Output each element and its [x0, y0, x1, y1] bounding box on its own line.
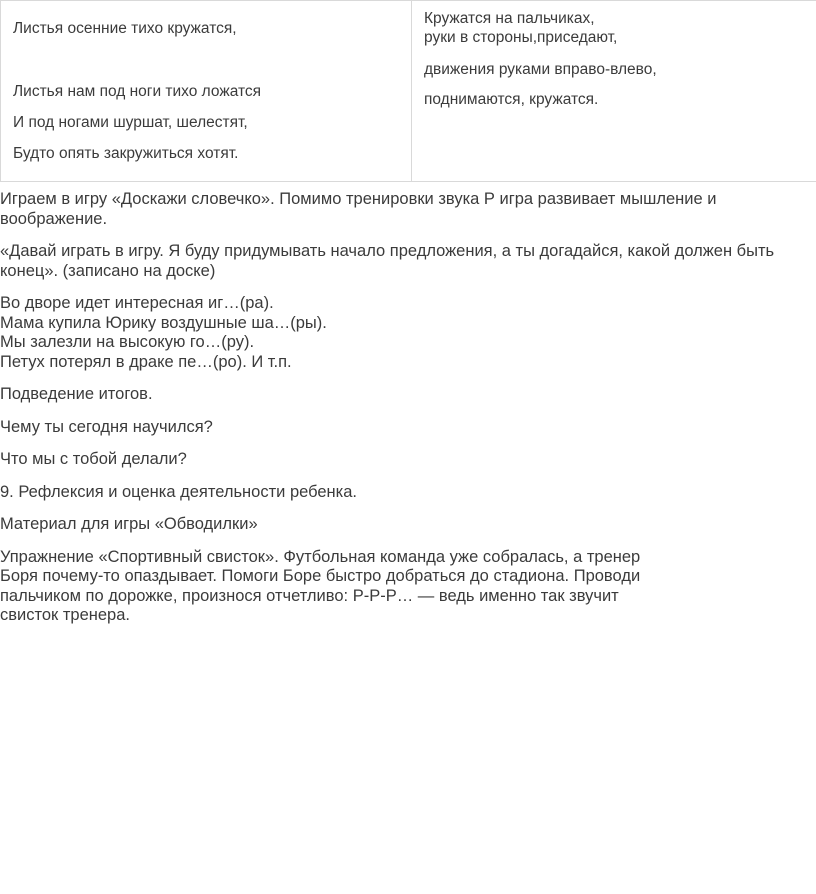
poem-line: Листья осенние тихо кружатся,: [13, 20, 237, 37]
exercise-line: Боря почему-то опаздывает. Помоги Боре быстро добраться до стадиона. Проводи: [0, 567, 641, 585]
example-line: Во дворе идет интересная иг…(ра).: [0, 294, 274, 312]
example-line: Мама купила Юрику воздушные ша…(ры).: [0, 313, 327, 332]
exercise-paragraph: [0, 548, 800, 626]
movement-line: движения руками вправо-влево,: [424, 61, 657, 78]
example-line: Мы залезли на высокую го…(ру).: [0, 333, 255, 351]
movements-cell: [412, 1, 816, 182]
movement-line: Кружатся на пальчиках,: [424, 10, 595, 27]
material-paragraph: Материал для игры «Обводилки»: [0, 515, 258, 533]
summary-heading: Подведение итогов.: [0, 385, 153, 403]
game-intro-paragraph: Играем в игру «Доскажи словечко». Помимо тренировки звука Р игра развивает мышление и воображение.: [0, 190, 717, 228]
movement-line: поднимаются, кружатся.: [424, 91, 599, 108]
exercise-line: пальчиком по дорожке, произнося отчетливо: Р-Р-Р… — ведь именно так звучит: [0, 586, 619, 605]
question-paragraph: Что мы с тобой делали?: [0, 450, 187, 468]
examples-paragraph: [0, 294, 800, 372]
exercise-line: Упражнение «Спортивный свисток». Футбольная команда уже собралась, а тренер: [0, 547, 641, 566]
poem-table: [0, 0, 816, 182]
table-row: [1, 1, 816, 182]
example-line: Петух потерял в драке пе…(ро). И т.п.: [0, 352, 292, 371]
poem-line: Листья нам под ноги тихо ложатся: [13, 83, 262, 100]
poem-line: И под ногами шуршат, шелестят,: [13, 114, 248, 131]
exercise-line: свисток тренера.: [0, 606, 130, 624]
reflection-paragraph: 9. Рефлексия и оценка деятельности ребенка.: [0, 482, 358, 501]
poem-line: Будто опять закружиться хотят.: [13, 145, 239, 162]
movement-line: руки в стороны,приседают,: [424, 29, 618, 46]
question-paragraph: Чему ты сегодня научился?: [0, 417, 213, 436]
document-body: [0, 190, 800, 639]
instruction-paragraph: «Давай играть в игру. Я буду придумывать начало предложения, а ты догадайся, какой должен быть конец». (записано на доске): [0, 242, 775, 280]
poem-text-cell: [1, 1, 412, 182]
